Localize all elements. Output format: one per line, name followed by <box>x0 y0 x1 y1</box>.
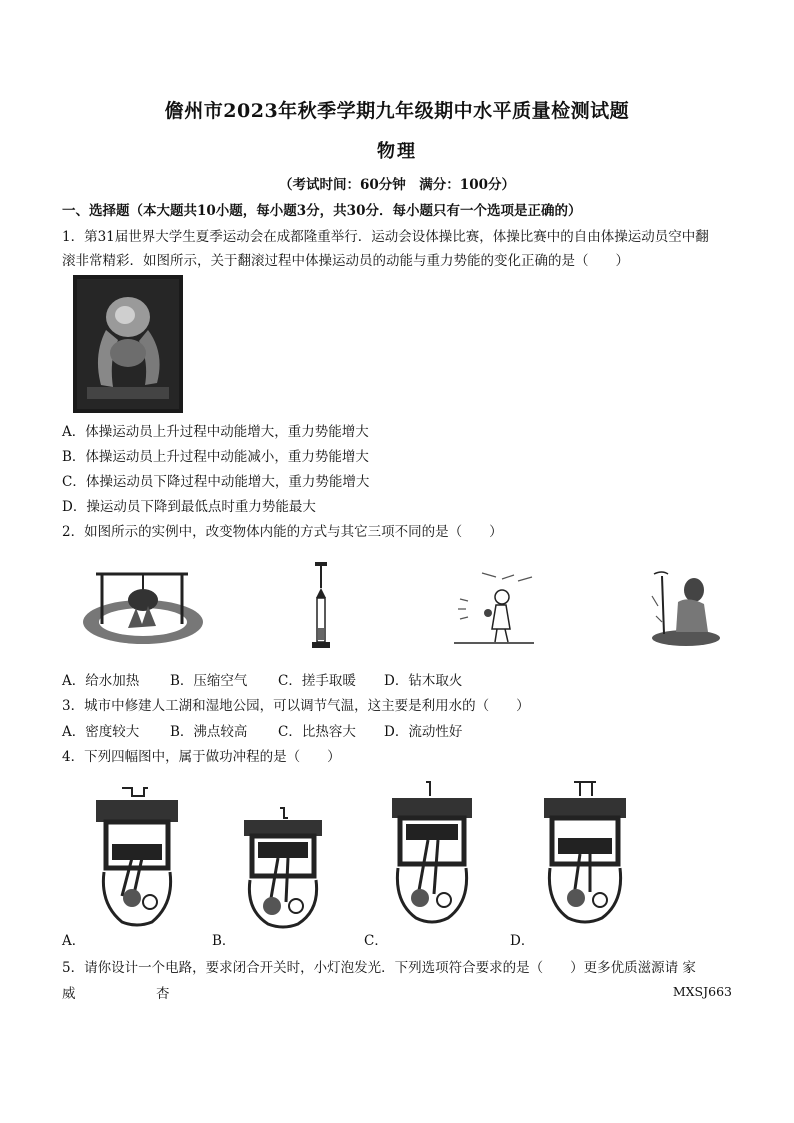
gymnast-photo <box>73 275 183 413</box>
q4-label-b: B． <box>212 933 236 949</box>
q4-label-c: C． <box>364 933 388 949</box>
q3-option-b: B．沸点较高 <box>170 724 248 740</box>
q4-stem: 4．下列四幅图中，属于做功冲程的是（ ） <box>62 749 341 765</box>
q5-tail-mid: 杏 <box>156 986 170 1002</box>
q1-option-b: B．体操运动员上升过程中动能减小，重力势能增大 <box>62 449 369 465</box>
engine-figure-d <box>540 780 630 926</box>
q5-stem: 5．请你设计一个电路，要求闭合开关时，小灯泡发光．下列选项符合要求的是（ ）更多优质滋源请 家 <box>62 960 696 976</box>
q2-option-a: A．给水加热 <box>62 673 140 689</box>
q1-option-d: D．操运动员下降到最低点时重力势能最大 <box>62 499 316 515</box>
q1-option-a: A．体操运动员上升过程中动能增大，重力势能增大 <box>62 424 369 440</box>
drill-wood-fire-figure <box>648 566 724 648</box>
section-heading: 一、选择题（本大题共10小题，每小题3分，共30分．每小题只有一个选项是正确的） <box>62 203 582 219</box>
q3-option-a: A．密度较大 <box>62 724 140 740</box>
q5-tail-code: MXSJ663 <box>672 984 732 999</box>
engine-figure-c <box>388 780 476 926</box>
q4-label-d: D． <box>510 933 535 949</box>
subject-title: 物理 <box>377 141 417 162</box>
rubbing-hands-figure <box>452 569 536 649</box>
exam-info: （考试时间：60分钟 满分：100分） <box>279 177 515 193</box>
q2-option-c: C．搓手取暖 <box>278 673 356 689</box>
q1-stem-line2: 滚非常精彩．如图所示，关于翻滚过程中体操运动员的动能与重力势能的变化正确的是（ ） <box>62 253 629 269</box>
q3-stem: 3．城市中修建人工湖和湿地公园，可以调节气温，这主要是利用水的（ ） <box>62 698 530 714</box>
q3-option-c: C．比热容大 <box>278 724 356 740</box>
compress-air-figure <box>308 562 334 654</box>
q2-option-b: B．压缩空气 <box>170 673 248 689</box>
q5-tail-left: 威 <box>62 986 76 1002</box>
engine-figure-b <box>240 806 326 930</box>
q2-option-d: D．钻木取火 <box>384 673 463 689</box>
q2-stem: 2．如图所示的实例中，改变物体内能的方式与其它三项不同的是（ ） <box>62 524 503 540</box>
q1-stem-line1: 1．第31届世界大学生夏季运动会在成都隆重举行．运动会设体操比赛，体操比赛中的自由体操运动员空中翻 <box>62 229 709 245</box>
page-title: 儋州市2023年秋季学期九年级期中水平质量检测试题 <box>164 100 630 122</box>
q4-label-a: A． <box>62 933 86 949</box>
engine-figure-a <box>92 786 182 928</box>
q3-option-d: D．流动性好 <box>384 724 463 740</box>
heating-water-figure <box>80 566 206 648</box>
q1-option-c: C．体操运动员下降过程中动能增大，重力势能增大 <box>62 474 370 490</box>
